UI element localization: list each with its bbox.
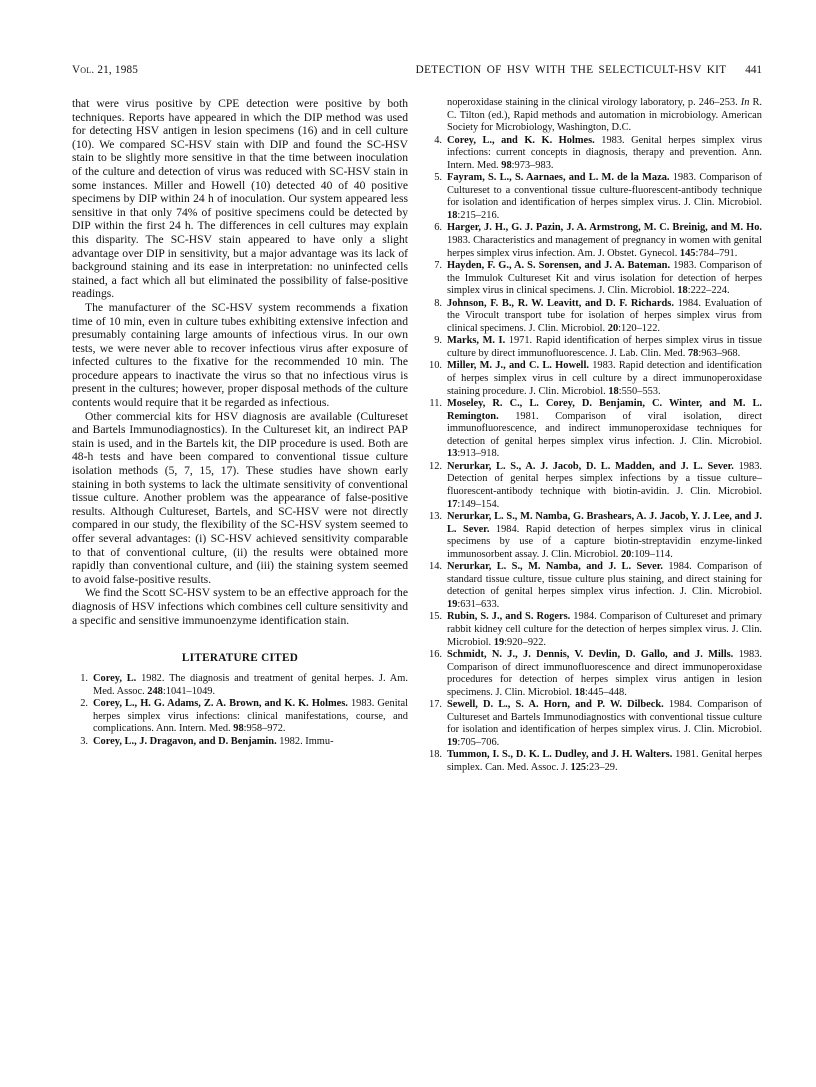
reference-text-run: :705–706. [457, 736, 500, 748]
reference-item [426, 511, 762, 561]
reference-text-run: :920–922. [504, 636, 547, 648]
reference-authors: Corey, L., and K. K. Holmes. [447, 134, 595, 146]
reference-authors: Rubin, S. J., and S. Rogers. [447, 611, 571, 623]
reference-number: 15. [429, 611, 442, 623]
reference-citation [447, 222, 762, 258]
reference-number: 6. [434, 222, 442, 234]
reference-number: 13. [429, 511, 442, 523]
reference-authors: Sewell, D. L., S. A. Horn, and P. W. Dilbeck. [447, 699, 664, 711]
reference-list-right [426, 97, 762, 775]
reference-item [72, 736, 408, 749]
reference-text-run: 1982. Immu- [276, 735, 334, 747]
reference-authors: Miller, M. J., and C. L. Howell. [447, 360, 589, 372]
reference-authors: Fayram, S. L., S. Aarnaes, and L. M. de la Maza. [447, 172, 670, 184]
reference-text-run: :23–29. [586, 761, 618, 773]
reference-text-run: 1983. Characteristics and management of pregnancy in women with genital herpes simplex virus infection. Am. J. Obstet. Gynecol. [447, 235, 762, 259]
reference-authors: Johnson, F. B., R. W. Leavitt, and D. F. Richards. [447, 297, 674, 309]
reference-item [426, 749, 762, 774]
reference-text-run: 1983. Rapid detection and identification of herpes simplex virus in cell culture by a direct immunoperoxidase staining procedure. J. Clin. Microbiol. [447, 360, 762, 397]
reference-authors: Tummon, I. S., D. K. L. Dudley, and J. H. Walters. [447, 749, 673, 761]
reference-text-run: 1983. Genital herpes simplex virus infections: clinical manifestations, course, and complications. Ann. Intern. Med. [93, 698, 408, 735]
reference-number: 16. [429, 649, 442, 661]
discussion-paragraph-2: The manufacturer of the SC-HSV system recommends a fixation time of 10 min, even in culture tubes exhibiting extensive infection and presumably containing large amounts of infectious virus. In our own tests, we were never able to recover infectious virus after exposure of infected cultures to the fixative for the recommended 10 min. The procedure appears to inactivate the virus so that no infectious virus is present in the cultures; however, proper disposal methods of the culture contents would require that it be regarded as infectious. [72, 300, 408, 410]
reference-text-run: 1983. Comparison of direct immunofluorescence and direct immunoperoxidase procedures for detection of herpes simplex virus antigen in lesion specimens. J. Clin. Microbiol. [447, 649, 762, 698]
reference-citation [447, 461, 762, 510]
reference-text-run: 1983. Comparison of Cultureset to a conventional tissue culture-fluorescent-antibody technique for isolation and identification of herpes simplex virus. J. Clin. Microbiol. [447, 172, 762, 209]
reference-item [426, 135, 762, 173]
reference-text-run: :120–122. [618, 322, 660, 334]
reference-authors: 248 [147, 685, 163, 697]
discussion-paragraph-1: that were virus positive by CPE detection were positive by both techniques. Reports have appeared in which the DIP method was used for detecting HSV antigen in lesion specimens (16) and in cell culture (10). We compared SC-HSV stain with DIP and found the SC-HSV stain to be slightly more sensitive in that the time between inoculation of the culture and detection of virus was reduced with SC-HSV stain in some instances. Miller and Howell (10) detected 40 of 40 positive specimens by DIP within 24 h of inoculation. Our system appeared less sensitive in that only 74% of positive specimens could be detected by DIP within the first 24 h. The differences in cell cultures may explain this disparity. The SC-HSV stain appeared to have only a slight advantage over DIP in sensitivity, but a major advantage was its lack of background staining and its ease in interpretation: no uninfected cells stained, a fact which all but eliminated the possibility of false-positive readings. [72, 97, 408, 301]
reference-text-run: 1981. Genital herpes simplex. Can. Med. Assoc. J. [447, 749, 762, 773]
reference-authors: Harger, J. H., G. J. Pazin, J. A. Armstrong, M. C. Breinig, and M. Ho. [447, 222, 762, 234]
reference-text-run: R. C. Tilton (ed.), Rapid methods and automation in microbiology. American Society for Microbiology, Washington, D.C. [447, 97, 762, 134]
reference-number: 18. [429, 749, 442, 761]
reference-authors: Nerurkar, L. S., M. Namba, G. Brashears, A. J. Jacob, Y. J. Lee, and J. L. Sever. [447, 511, 762, 535]
reference-citation [447, 260, 762, 296]
reference-authors: 98 [501, 159, 512, 171]
reference-citation [93, 698, 408, 734]
reference-item [426, 360, 762, 398]
reference-text-run: noperoxidase staining in the clinical virology laboratory, p. 246–253. [447, 97, 741, 108]
left-column [72, 97, 408, 775]
reference-authors: Hayden, F. G., A. S. Sorensen, and J. A. Bateman. [447, 260, 671, 272]
reference-continuation [426, 97, 762, 135]
reference-number: 3. [80, 735, 88, 747]
reference-text-run: 1981. Comparison of viral isolation, direct immunofluorescence, and indirect immunoperoxidase techniques for detection of genital herpes simplex virus infection. J. Clin. Microbiol. [447, 410, 762, 447]
reference-authors: Corey, L., J. Dragavon, and D. Benjamin. [93, 735, 277, 747]
right-column [426, 97, 762, 775]
reference-authors: 125 [570, 761, 587, 773]
reference-number: 5. [434, 172, 442, 184]
reference-text-run: :1041–1049. [162, 685, 216, 697]
reference-items-right [426, 135, 762, 775]
reference-number: 1. [80, 673, 88, 685]
reference-item [426, 298, 762, 336]
reference-text-run: 1983. Comparison of the Immulok Cultureset Kit and virus isolation for detection of herpes simplex virus in clinical specimens. J. Clin. Microbiol. [447, 260, 762, 297]
reference-item [426, 699, 762, 749]
reference-citation [447, 649, 762, 698]
reference-number: 8. [434, 297, 442, 309]
reference-authors: Nerurkar, L. S., M. Namba, and J. L. Sever. [447, 561, 663, 573]
reference-text-run: 1984. Comparison of Cultureset and Bartels Immunodiagnostics with conventional tissue culture for isolation and identification of herpes simplex virus. J. Clin. Microbiol. [447, 699, 763, 736]
reference-authors: 98 [233, 723, 244, 735]
reference-number: 17. [429, 699, 442, 711]
literature-cited-heading: LITERATURE CITED [181, 652, 299, 665]
reference-citation [447, 699, 762, 748]
reference-authors: Schmidt, N. J., J. Dennis, V. Devlin, D. Gallo, and J. Mills. [447, 649, 734, 661]
reference-number: 2. [80, 698, 88, 710]
reference-authors: 145 [679, 247, 696, 259]
reference-citation [447, 749, 762, 773]
reference-citation [447, 135, 762, 171]
reference-authors: 18 [574, 686, 585, 698]
reference-citation [447, 611, 762, 647]
reference-text-run: :784–791. [695, 247, 738, 259]
reference-number: 10. [429, 360, 442, 372]
reference-item [72, 698, 408, 736]
reference-text-run: In [740, 97, 750, 108]
reference-text-run: :149–154. [457, 498, 500, 510]
reference-authors: Nerurkar, L. S., A. J. Jacob, D. L. Madden, and J. L. Sever. [447, 460, 734, 472]
reference-item [426, 611, 762, 649]
reference-citation [447, 561, 762, 610]
reference-number: 9. [434, 335, 442, 347]
reference-item [72, 673, 408, 698]
reference-text-run: :215–216. [457, 209, 500, 221]
reference-authors: 20 [607, 322, 619, 334]
reference-item [426, 561, 762, 611]
reference-authors: 18 [608, 385, 619, 397]
running-title: DETECTION OF HSV WITH THE SELECTICULT-HSV KIT [415, 64, 727, 76]
reference-text-run: 1983. Genital herpes simplex virus infections: current concepts in diagnosis, therapy and prevention. Ann. Intern. Med. [447, 134, 762, 171]
reference-authors: 19 [493, 636, 505, 648]
reference-citation [93, 673, 408, 697]
reference-text-run: 1984. Evaluation of the Virocult transport tube for isolation of herpes simplex virus from clinical specimens. J. Clin. Microbiol. [447, 297, 763, 334]
page-number: 441 [745, 64, 762, 76]
reference-number: 7. [434, 260, 442, 272]
reference-citation [447, 398, 762, 459]
reference-citation [447, 511, 762, 560]
reference-authors: 78 [687, 347, 699, 359]
reference-number: 11. [429, 398, 442, 410]
reference-text-run: :913–918. [457, 448, 500, 460]
reference-item [426, 172, 762, 222]
reference-text-run: 1984. Comparison of standard tissue culture, tissue culture plus staining, and direct staining for detection of genital herpes simplex virus infection. J. Clin. Microbiol. [447, 561, 762, 598]
reference-authors: Moseley, R. C., L. Corey, D. Benjamin, C. Winter, and M. L. Remington. [447, 398, 762, 422]
reference-text-run: 1982. The diagnosis and treatment of genital herpes. J. Am. Med. Assoc. [93, 673, 408, 697]
reference-text-run: 1983. Detection of genital herpes simplex infections by a tissue culture–fluorescent-antibody technique with biotin-avidin. J. Clin. Microbiol. [447, 460, 762, 497]
journal-volume: Vol. 21, 1985 [72, 64, 139, 76]
two-column-layout [72, 97, 762, 775]
reference-authors: Corey, L. [93, 673, 137, 685]
reference-item [426, 335, 762, 360]
reference-citation [447, 298, 762, 334]
reference-authors: Marks, M. I. [447, 335, 506, 347]
reference-authors: 17 [447, 498, 458, 510]
reference-authors: Corey, L., H. G. Adams, Z. A. Brown, and K. K. Holmes. [93, 698, 348, 710]
reference-authors: 18 [447, 209, 458, 221]
reference-text-run: 1971. Rapid identification of herpes simplex virus in tissue culture by direct immunofluorescence. J. Lab. Clin. Med. [447, 335, 763, 359]
reference-text-run: :958–972. [243, 723, 286, 735]
reference-authors: 18 [677, 285, 688, 297]
reference-citation [93, 736, 334, 747]
discussion-paragraph-3: Other commercial kits for HSV diagnosis are available (Cultureset and Bartels Immunodiagnostics). In the Cultureset kit, an indirect PAP stain is used, and in the Bartels kit, the DIP procedure is used. Both are 48-h tests and have been compared to conventional tissue culture isolation methods (5, 7, 15, 17). These studies have shown early staining in both systems to lack the ultimate sensitivity of conventional tissue culture. Another problem was the appearance of false-positive results. Although Cultureset, Bartels, and SC-HSV were not directly compared in our study, the flexibility of the SC-HSV system seemed to offer several advantages: (i) SC-HSV achieved sensitivity comparable to that of conventional culture, (ii) the results were obtained more rapidly than conventional culture, and (iii) the staining system seemed to avoid false-positive results. [72, 409, 408, 586]
reference-citation [447, 360, 762, 396]
reference-citation [447, 172, 762, 221]
reference-text-run: :445–448. [584, 686, 627, 698]
reference-authors: 19 [447, 598, 458, 610]
reference-text-run: :550–553. [618, 385, 661, 397]
reference-text-run: 1984. Comparison of Cultureset and primary rabbit kidney cell culture for the detection of herpes simplex virus. J. Clin. Microbiol. [447, 611, 762, 648]
reference-number: 14. [429, 561, 442, 573]
reference-text-run: 1984. Rapid detection of herpes simplex virus in clinical specimens by use of a capture biotin-streptavidin enzyme-linked immunosorbent assay. J. Clin. Microbiol. [447, 523, 762, 560]
reference-number: 4. [434, 134, 442, 146]
reference-text-run: :109–114. [631, 548, 673, 560]
reference-authors: 13 [447, 448, 458, 460]
reference-item [426, 222, 762, 260]
discussion-paragraph-4: We find the Scott SC-HSV system to be an effective approach for the diagnosis of HSV infections which combines cell culture sensitivity and a specific and sensitive immunoenzyme identification stain. [72, 586, 408, 627]
reference-item [426, 398, 762, 461]
reference-item [426, 649, 762, 699]
reference-citation [447, 335, 762, 359]
page-header [72, 64, 762, 76]
header-right [416, 64, 762, 76]
reference-item [426, 461, 762, 511]
reference-text-run: :631–633. [457, 598, 500, 610]
reference-authors: 20 [620, 548, 632, 560]
reference-text-run: :973–983. [511, 159, 554, 171]
reference-number: 12. [429, 460, 442, 472]
reference-list-left [72, 673, 408, 748]
reference-item [426, 260, 762, 298]
reference-text-run: :963–968. [698, 347, 741, 359]
reference-authors: 19 [447, 736, 458, 748]
reference-text-run: :222–224. [687, 285, 730, 297]
